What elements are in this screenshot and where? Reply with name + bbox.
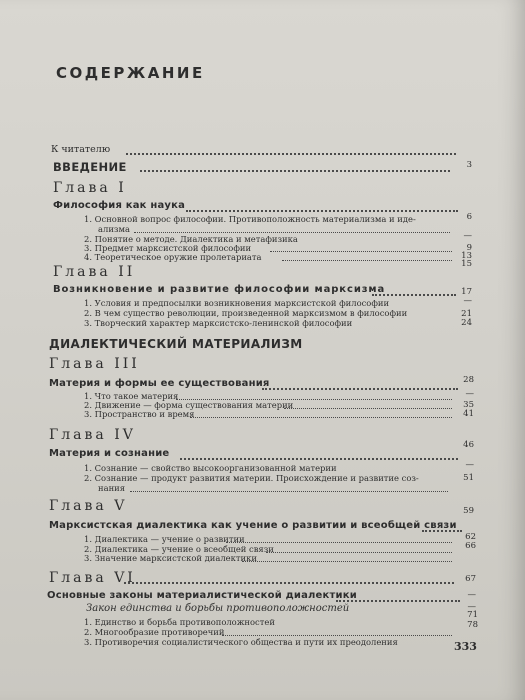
page-ref: 51	[463, 473, 474, 483]
page-ref: 21	[461, 309, 472, 319]
page-ref: —	[463, 296, 472, 306]
toc-item: 3. Противоречия социалистического общества и пути их преодоления	[84, 637, 398, 647]
toc-item: 1. Единство и борьба противоположностей	[84, 617, 275, 627]
entry-reader: К читателю	[51, 144, 111, 155]
dot-leader	[266, 552, 452, 553]
entry-intro: ВВЕДЕНИЕ	[53, 160, 127, 174]
chapter-topic: Философия как наука	[53, 200, 186, 211]
dot-leader	[140, 170, 450, 172]
toc-item: ализма	[98, 224, 130, 234]
page-ref: 17	[461, 287, 472, 297]
page-ref: 66	[465, 541, 476, 551]
chapter-topic: Возникновение и развитие философии марксизма	[53, 284, 386, 295]
dot-leader	[180, 458, 458, 460]
dot-leader	[226, 542, 452, 543]
page-ref: 71	[467, 610, 478, 620]
toc-item: нания	[98, 483, 126, 493]
chapter-label: Глава II	[53, 264, 136, 280]
toc-item: 2. Сознание — продукт развития материи. Происхождение и развитие соз-	[84, 473, 419, 483]
toc-item: 2. Движение — форма существования материи	[84, 400, 294, 410]
dot-leader	[190, 417, 452, 418]
subsection-heading: Закон единства и борьбы противоположностей	[86, 603, 350, 614]
dot-leader	[126, 153, 456, 155]
page-ref: 28	[463, 375, 474, 385]
toc-item: 3. Предмет марксистской философии	[84, 243, 252, 253]
dot-leader	[262, 388, 458, 390]
chapter-topic: Марксистская диалектика как учение о развитии и всеобщей связи	[49, 520, 457, 531]
toc-item: 3. Творческий характер марксистско-ленинской философии	[84, 318, 353, 328]
chapter-topic: Основные законы материалистической диалектики	[47, 590, 357, 601]
chapter-label: Глава IV	[49, 427, 136, 443]
dot-leader	[222, 635, 452, 636]
chapter-label: Глава III	[49, 356, 140, 372]
dot-leader	[124, 582, 454, 584]
page-ref: —	[467, 602, 476, 612]
toc-item: 1. Основной вопрос философии. Противоположность материализма и иде-	[84, 214, 416, 224]
toc-item: 2. Диалектика — учение о всеобщей связи	[84, 544, 274, 554]
toc-item: 2. Понятие о методе. Диалектика и метафизика	[84, 234, 298, 244]
page-ref: —	[465, 389, 474, 399]
page-ref: 24	[461, 318, 472, 328]
page-ref: 3	[466, 160, 472, 170]
dot-leader	[336, 600, 460, 602]
toc-item: 2. Многообразие противоречий	[84, 627, 225, 637]
toc-item: 1. Что такое материя	[84, 391, 179, 401]
chapter-topic: Материя и сознание	[49, 448, 170, 459]
page-ref: —	[465, 460, 474, 470]
toc-item: 4. Теоретическое оружие пролетариата	[84, 252, 262, 262]
dot-leader	[372, 294, 456, 296]
toc-item: 3. Значение марксистской диалектики	[84, 553, 257, 563]
page-number: 333	[454, 640, 477, 653]
chapter-label: Глава I	[53, 180, 127, 196]
dot-leader	[130, 491, 448, 492]
dot-leader	[284, 408, 452, 409]
page-ref: 6	[466, 212, 472, 222]
section-heading: ДИАЛЕКТИЧЕСКИЙ МАТЕРИАЛИЗМ	[49, 337, 303, 351]
toc-item: 1. Сознание — свойство высокоорганизованной материи	[84, 463, 337, 473]
page-title: СОДЕРЖАНИЕ	[56, 64, 205, 82]
page-ref: —	[463, 231, 472, 241]
dot-leader	[186, 210, 458, 212]
page-ref: —	[467, 590, 476, 600]
page-ref: 59	[463, 506, 474, 516]
page-ref: 15	[461, 259, 472, 269]
toc-item: 1. Условия и предпосылки возникновения марксистской философии	[84, 298, 390, 308]
dot-leader	[134, 232, 450, 233]
page-ref: 35	[463, 400, 474, 410]
page-ref: 67	[465, 574, 476, 584]
page-ref: 13	[461, 251, 472, 261]
page-ref: 62	[465, 532, 476, 542]
page-ref: 41	[463, 409, 474, 419]
toc-item: 2. В чем существо революции, произведенной марксизмом в философии	[84, 308, 408, 318]
dot-leader	[270, 251, 452, 252]
dot-leader	[282, 260, 452, 261]
chapter-label: Глава V	[49, 498, 128, 514]
page-ref: 78	[467, 620, 478, 630]
page-ref: 46	[463, 440, 474, 450]
toc-item: 3. Пространство и время	[84, 409, 195, 419]
dot-leader	[242, 561, 452, 562]
page-ref: 9	[466, 243, 472, 253]
toc-item: 1. Диалектика — учение о развитии	[84, 534, 245, 544]
chapter-topic: Материя и формы ее существования	[49, 378, 270, 389]
chapter-label: Глава VI	[49, 570, 136, 586]
